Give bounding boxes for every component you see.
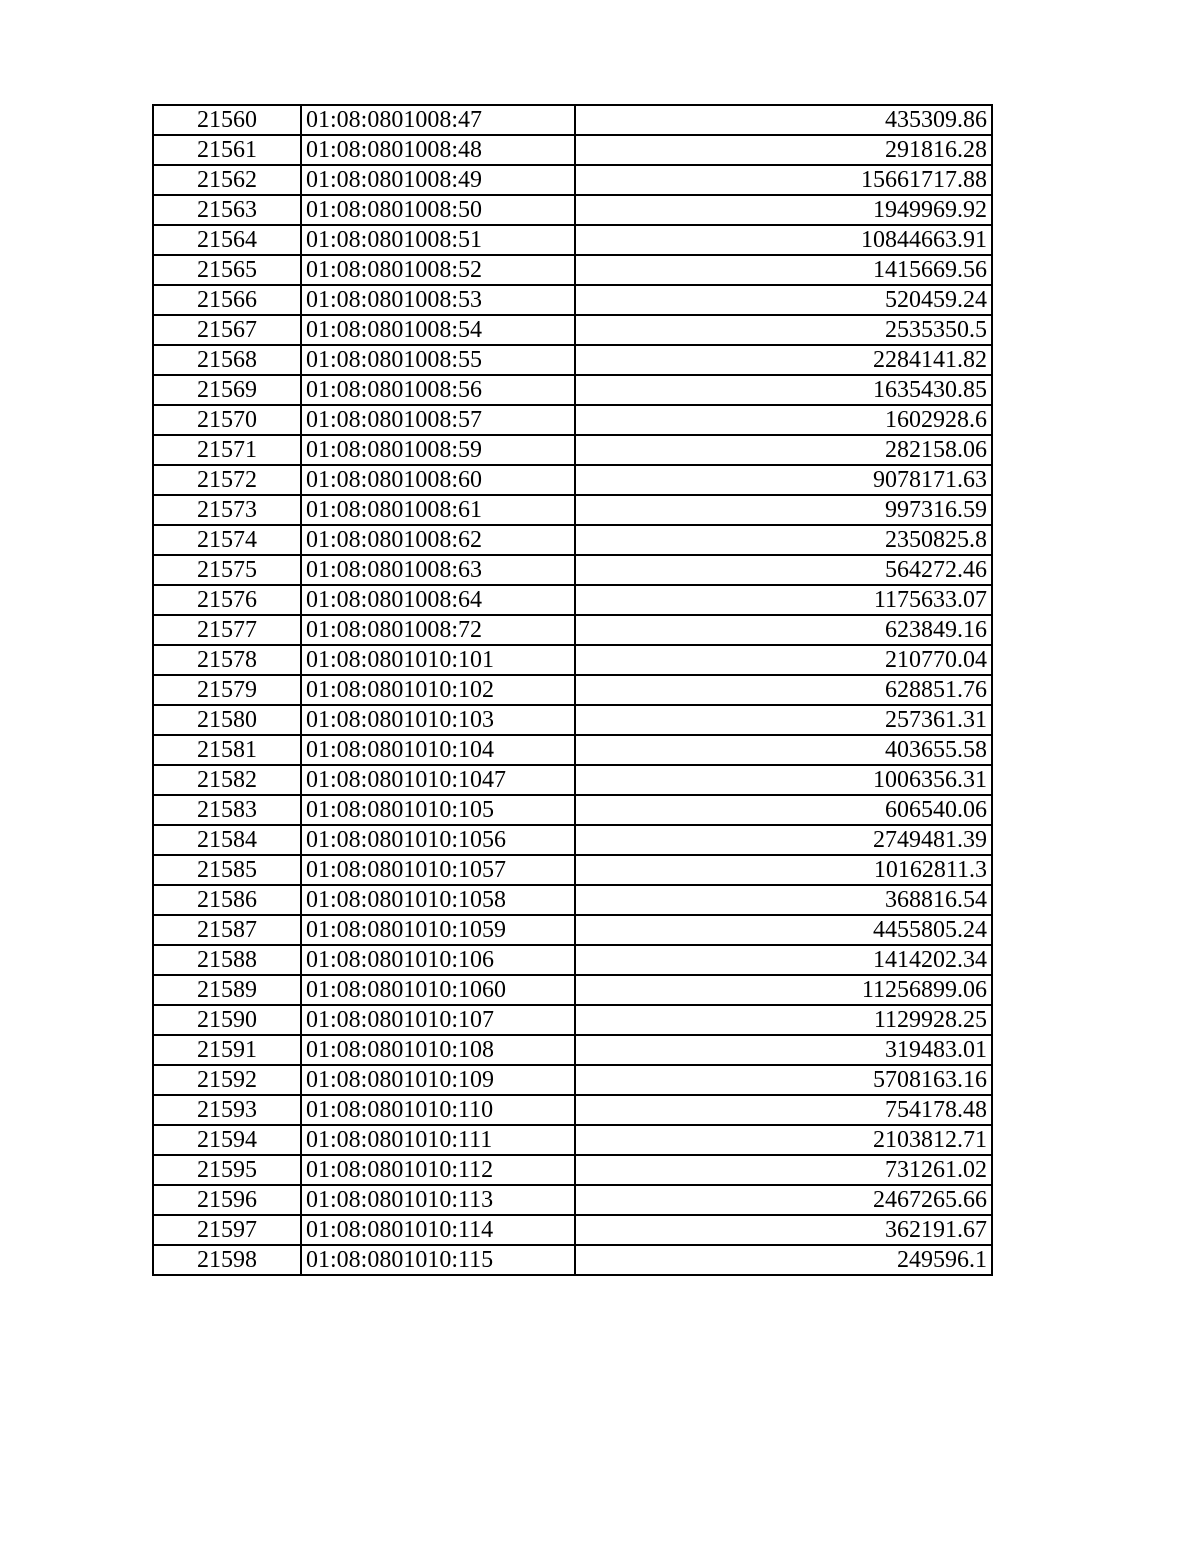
row-number-cell: 21571 [153,435,301,465]
value-cell: 210770.04 [575,645,992,675]
value-cell: 1175633.07 [575,585,992,615]
value-cell: 319483.01 [575,1035,992,1065]
row-number-cell: 21593 [153,1095,301,1125]
value-cell: 1635430.85 [575,375,992,405]
cadastral-number-cell: 01:08:0801008:52 [301,255,575,285]
table-row [153,345,992,375]
row-number-cell: 21572 [153,465,301,495]
table-row [153,615,992,645]
cadastral-number-cell: 01:08:0801008:72 [301,615,575,645]
row-number-cell: 21579 [153,675,301,705]
value-cell: 628851.76 [575,675,992,705]
table-row [153,1245,992,1275]
cadastral-number-cell: 01:08:0801010:103 [301,705,575,735]
row-number-cell: 21578 [153,645,301,675]
table-row [153,195,992,225]
value-cell: 2284141.82 [575,345,992,375]
value-cell: 754178.48 [575,1095,992,1125]
cadastral-number-cell: 01:08:0801010:1059 [301,915,575,945]
row-number-cell: 21569 [153,375,301,405]
row-number-cell: 21592 [153,1065,301,1095]
cadastral-number-cell: 01:08:0801010:105 [301,795,575,825]
row-number-cell: 21591 [153,1035,301,1065]
row-number-cell: 21597 [153,1215,301,1245]
value-cell: 1129928.25 [575,1005,992,1035]
table-row [153,855,992,885]
table-row [153,525,992,555]
value-cell: 1602928.6 [575,405,992,435]
row-number-cell: 21595 [153,1155,301,1185]
value-cell: 362191.67 [575,1215,992,1245]
row-number-cell: 21586 [153,885,301,915]
row-number-cell: 21580 [153,705,301,735]
table-row [153,735,992,765]
value-cell: 11256899.06 [575,975,992,1005]
table-row [153,885,992,915]
cadastral-number-cell: 01:08:0801008:51 [301,225,575,255]
value-cell: 4455805.24 [575,915,992,945]
row-number-cell: 21577 [153,615,301,645]
row-number-cell: 21563 [153,195,301,225]
table-row [153,315,992,345]
cadastral-number-cell: 01:08:0801008:55 [301,345,575,375]
table-row [153,555,992,585]
row-number-cell: 21575 [153,555,301,585]
value-cell: 520459.24 [575,285,992,315]
table-row [153,165,992,195]
value-cell: 249596.1 [575,1245,992,1275]
cadastral-number-cell: 01:08:0801008:64 [301,585,575,615]
cadastral-number-cell: 01:08:0801008:47 [301,105,575,135]
value-cell: 435309.86 [575,105,992,135]
table-body [153,105,992,1275]
table-row [153,585,992,615]
cadastral-number-cell: 01:08:0801010:1056 [301,825,575,855]
value-cell: 282158.06 [575,435,992,465]
table-row [153,285,992,315]
cadastral-number-cell: 01:08:0801008:59 [301,435,575,465]
row-number-cell: 21594 [153,1125,301,1155]
value-cell: 997316.59 [575,495,992,525]
cadastral-number-cell: 01:08:0801010:107 [301,1005,575,1035]
cadastral-number-cell: 01:08:0801008:62 [301,525,575,555]
table-row [153,645,992,675]
cadastral-number-cell: 01:08:0801010:102 [301,675,575,705]
row-number-cell: 21585 [153,855,301,885]
table-row [153,1155,992,1185]
row-number-cell: 21573 [153,495,301,525]
cadastral-value-table [152,104,993,1276]
cadastral-number-cell: 01:08:0801010:109 [301,1065,575,1095]
row-number-cell: 21581 [153,735,301,765]
row-number-cell: 21576 [153,585,301,615]
cadastral-number-cell: 01:08:0801008:53 [301,285,575,315]
table-row [153,105,992,135]
table-row [153,495,992,525]
table-row [153,375,992,405]
row-number-cell: 21587 [153,915,301,945]
row-number-cell: 21570 [153,405,301,435]
cadastral-number-cell: 01:08:0801010:108 [301,1035,575,1065]
cadastral-number-cell: 01:08:0801010:110 [301,1095,575,1125]
value-cell: 1415669.56 [575,255,992,285]
value-cell: 403655.58 [575,735,992,765]
cadastral-number-cell: 01:08:0801010:1060 [301,975,575,1005]
cadastral-number-cell: 01:08:0801010:101 [301,645,575,675]
value-cell: 9078171.63 [575,465,992,495]
cadastral-number-cell: 01:08:0801010:104 [301,735,575,765]
cadastral-number-cell: 01:08:0801008:60 [301,465,575,495]
table-row [153,225,992,255]
value-cell: 564272.46 [575,555,992,585]
value-cell: 1949969.92 [575,195,992,225]
table-row [153,435,992,465]
value-cell: 10162811.3 [575,855,992,885]
row-number-cell: 21583 [153,795,301,825]
value-cell: 2103812.71 [575,1125,992,1155]
value-cell: 15661717.88 [575,165,992,195]
row-number-cell: 21582 [153,765,301,795]
table-row [153,1125,992,1155]
row-number-cell: 21590 [153,1005,301,1035]
cadastral-number-cell: 01:08:0801008:50 [301,195,575,225]
value-cell: 2749481.39 [575,825,992,855]
table-row [153,465,992,495]
cadastral-number-cell: 01:08:0801010:106 [301,945,575,975]
table-row [153,795,992,825]
value-cell: 2350825.8 [575,525,992,555]
row-number-cell: 21561 [153,135,301,165]
value-cell: 10844663.91 [575,225,992,255]
table-row [153,1095,992,1125]
value-cell: 2535350.5 [575,315,992,345]
row-number-cell: 21564 [153,225,301,255]
table-row [153,915,992,945]
value-cell: 368816.54 [575,885,992,915]
table-row [153,765,992,795]
value-cell: 1414202.34 [575,945,992,975]
cadastral-number-cell: 01:08:0801010:114 [301,1215,575,1245]
cadastral-number-cell: 01:08:0801008:61 [301,495,575,525]
table-row [153,1005,992,1035]
table-row [153,1215,992,1245]
table-row [153,255,992,285]
row-number-cell: 21568 [153,345,301,375]
row-number-cell: 21560 [153,105,301,135]
row-number-cell: 21584 [153,825,301,855]
table-row [153,975,992,1005]
table-row [153,705,992,735]
table-row [153,675,992,705]
cadastral-number-cell: 01:08:0801008:54 [301,315,575,345]
value-cell: 257361.31 [575,705,992,735]
row-number-cell: 21565 [153,255,301,285]
cadastral-number-cell: 01:08:0801010:1057 [301,855,575,885]
cadastral-number-cell: 01:08:0801010:113 [301,1185,575,1215]
row-number-cell: 21596 [153,1185,301,1215]
cadastral-number-cell: 01:08:0801008:48 [301,135,575,165]
table-row [153,135,992,165]
cadastral-number-cell: 01:08:0801010:112 [301,1155,575,1185]
value-cell: 606540.06 [575,795,992,825]
row-number-cell: 21567 [153,315,301,345]
row-number-cell: 21562 [153,165,301,195]
row-number-cell: 21589 [153,975,301,1005]
cadastral-number-cell: 01:08:0801008:49 [301,165,575,195]
value-cell: 731261.02 [575,1155,992,1185]
cadastral-number-cell: 01:08:0801010:111 [301,1125,575,1155]
table-row [153,1065,992,1095]
row-number-cell: 21598 [153,1245,301,1275]
cadastral-number-cell: 01:08:0801010:115 [301,1245,575,1275]
value-cell: 2467265.66 [575,1185,992,1215]
table-row [153,405,992,435]
table-row [153,945,992,975]
cadastral-number-cell: 01:08:0801008:57 [301,405,575,435]
cadastral-number-cell: 01:08:0801010:1047 [301,765,575,795]
value-cell: 1006356.31 [575,765,992,795]
cadastral-number-cell: 01:08:0801008:63 [301,555,575,585]
value-cell: 5708163.16 [575,1065,992,1095]
cadastral-number-cell: 01:08:0801010:1058 [301,885,575,915]
table-row [153,1185,992,1215]
value-cell: 291816.28 [575,135,992,165]
row-number-cell: 21574 [153,525,301,555]
table-row [153,1035,992,1065]
table-row [153,825,992,855]
cadastral-number-cell: 01:08:0801008:56 [301,375,575,405]
row-number-cell: 21588 [153,945,301,975]
row-number-cell: 21566 [153,285,301,315]
value-cell: 623849.16 [575,615,992,645]
